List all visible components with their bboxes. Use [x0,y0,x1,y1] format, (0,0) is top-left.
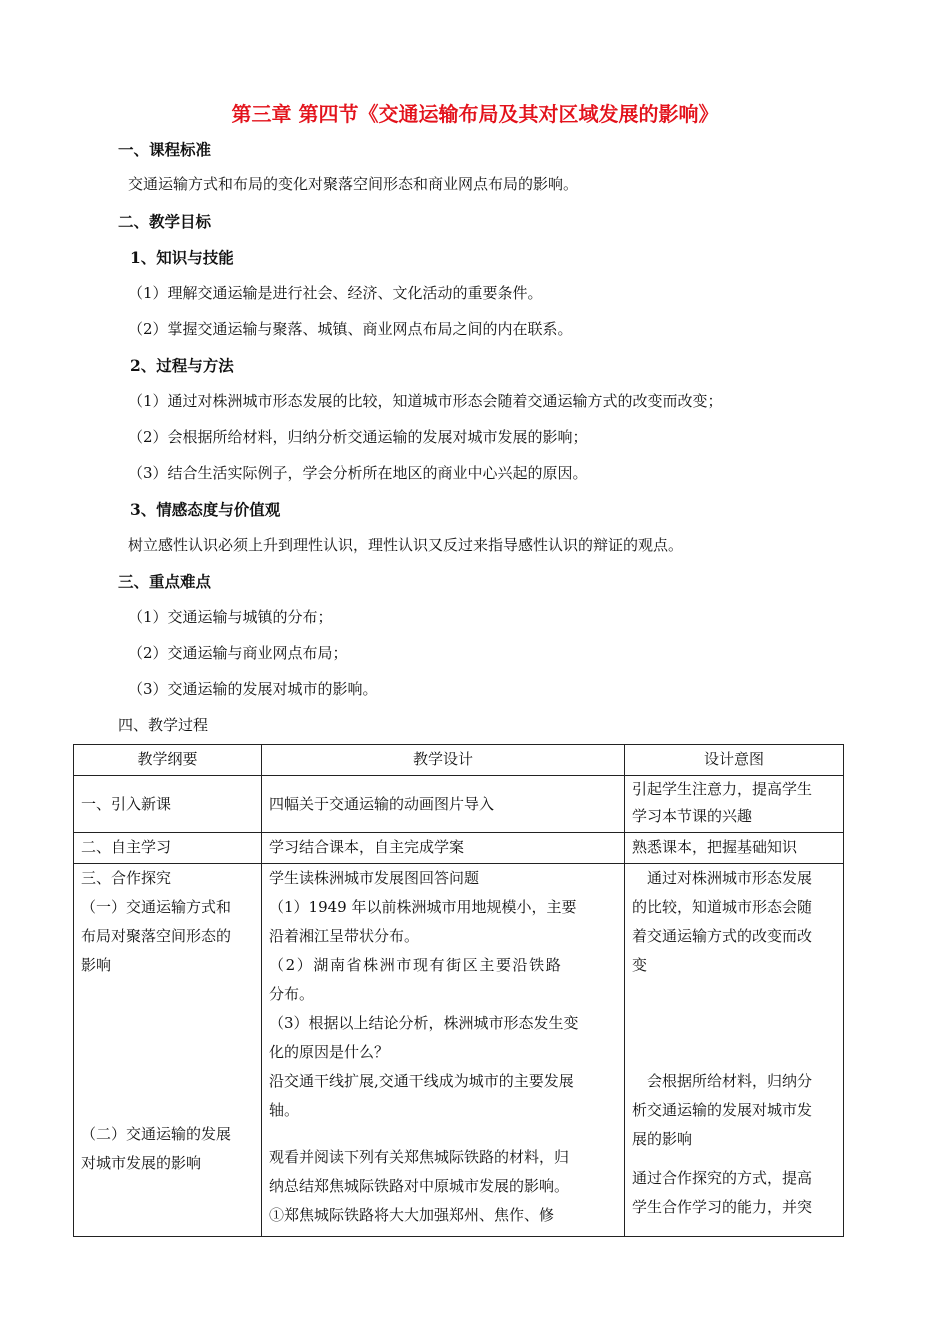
cell-text: （一）交通运输方式和 [81,898,232,916]
heading-teaching-goals: 二、教学目标 [118,212,212,231]
keypoint-item-2: （2）交通运输与商业网点布局； [128,644,348,662]
heading-process-methods: 2、过程与方法 [130,356,234,375]
cell-text: 影响 [81,956,112,974]
cell-text: 学生读株洲城市发展图回答问题 [269,869,480,887]
cell-text: 学生合作学习的能力，并突 [632,1198,813,1216]
heading-knowledge-skills: 1、知识与技能 [130,248,234,267]
cell-text: 的比较，知道城市形态会随 [632,898,813,916]
cell-text: 通过对株洲城市形态发展 [647,869,813,887]
table-row [74,833,844,864]
cell-text: 变 [632,956,648,974]
knowledge-item-2: （2）掌握交通运输与聚落、城镇、商业网点布局之间的内在联系。 [128,320,573,338]
row1-outline [74,776,262,833]
cell-text: 析交通运输的发展对城市发 [632,1101,813,1119]
row3-design [262,864,625,1237]
heading-key-points: 三、重点难点 [118,572,212,591]
keypoint-item-3: （3）交通运输的发展对城市的影响。 [128,680,378,698]
process-item-1: （1）通过对株洲城市形态发展的比较，知道城市形态会随着交通运输方式的改变而改变； [128,392,723,410]
cell-text: 学习本节课的兴趣 [632,807,753,825]
cell-text: 沿着湘江呈带状分布。 [269,927,420,945]
table-header-row [74,745,844,776]
header-intent: 设计意图 [625,745,844,776]
row2-design [262,833,625,864]
knowledge-item-1: （1）理解交通运输是进行社会、经济、文化活动的重要条件。 [128,284,543,302]
process-item-2: （2）会根据所给材料，归纳分析交通运输的发展对城市发展的影响； [128,428,588,446]
cell-text: （3）根据以上结论分析，株洲城市形态发生变 [269,1014,579,1032]
cell-text: 对城市发展的影响 [81,1154,202,1172]
cell-text: 沿交通干线扩展,交通干线成为城市的主要发展 [269,1072,574,1090]
cell-text: 一、引入新课 [81,794,172,813]
cell-text: 引起学生注意力，提高学生 [632,780,813,798]
cell-text: 三、合作探究 [81,869,172,887]
teaching-process-table [73,744,844,1237]
cell-text: 轴。 [269,1101,300,1119]
cell-text: 布局对聚落空间形态的 [81,927,232,945]
cell-text: 分布。 [269,985,315,1003]
document-title: 第三章 第四节《交通运输布局及其对区域发展的影响》 [231,102,719,126]
cell-text: （1）1949 年以前株洲城市用地规模小，主要 [269,898,577,916]
cell-text: 学习结合课本，自主完成学案 [269,838,465,856]
row3-outline [74,864,262,1237]
row3-intent [625,864,844,1237]
process-item-3: （3）结合生活实际例子，学会分析所在地区的商业中心兴起的原因。 [128,464,588,482]
table-row [74,776,844,833]
header-design: 教学设计 [262,745,625,776]
table-row [74,864,844,1237]
cell-text: 四幅关于交通运输的动画图片导入 [269,794,495,813]
row2-outline [74,833,262,864]
row2-intent [625,833,844,864]
cell-text: 通过合作探究的方式，提高 [632,1169,813,1187]
row1-intent [625,776,844,833]
attitude-text: 树立感性认识必须上升到理性认识，理性认识又反过来指导感性认识的辩证的观点。 [128,536,684,554]
cell-text: 熟悉课本，把握基础知识 [632,838,798,856]
keypoint-item-1: （1）交通运输与城镇的分布； [128,608,333,626]
cell-text: （二）交通运输的发展 [81,1125,232,1143]
header-outline: 教学纲要 [74,745,262,776]
cell-text: 纳总结郑焦城际铁路对中原城市发展的影响。 [269,1177,570,1195]
cell-text: 化的原因是什么？ [269,1043,390,1061]
course-standard-text: 交通运输方式和布局的变化对聚落空间形态和商业网点布局的影响。 [128,175,579,193]
row1-design [262,776,625,833]
cell-text: 着交通运输方式的改变而改 [632,927,813,945]
heading-teaching-process: 四、教学过程 [118,716,209,734]
cell-text: 会根据所给材料，归纳分 [647,1072,813,1090]
cell-text: （2）湖南省株洲市现有街区主要沿铁路 [269,956,563,974]
cell-text: ①郑焦城际铁路将大大加强郑州、焦作、修 [269,1206,555,1224]
cell-text: 观看并阅读下列有关郑焦城际铁路的材料，归 [269,1148,570,1166]
cell-text: 二、自主学习 [81,838,172,856]
cell-text: 展的影响 [632,1130,693,1148]
heading-course-standard: 一、课程标准 [118,140,212,159]
heading-attitude-values: 3、情感态度与价值观 [130,500,281,519]
